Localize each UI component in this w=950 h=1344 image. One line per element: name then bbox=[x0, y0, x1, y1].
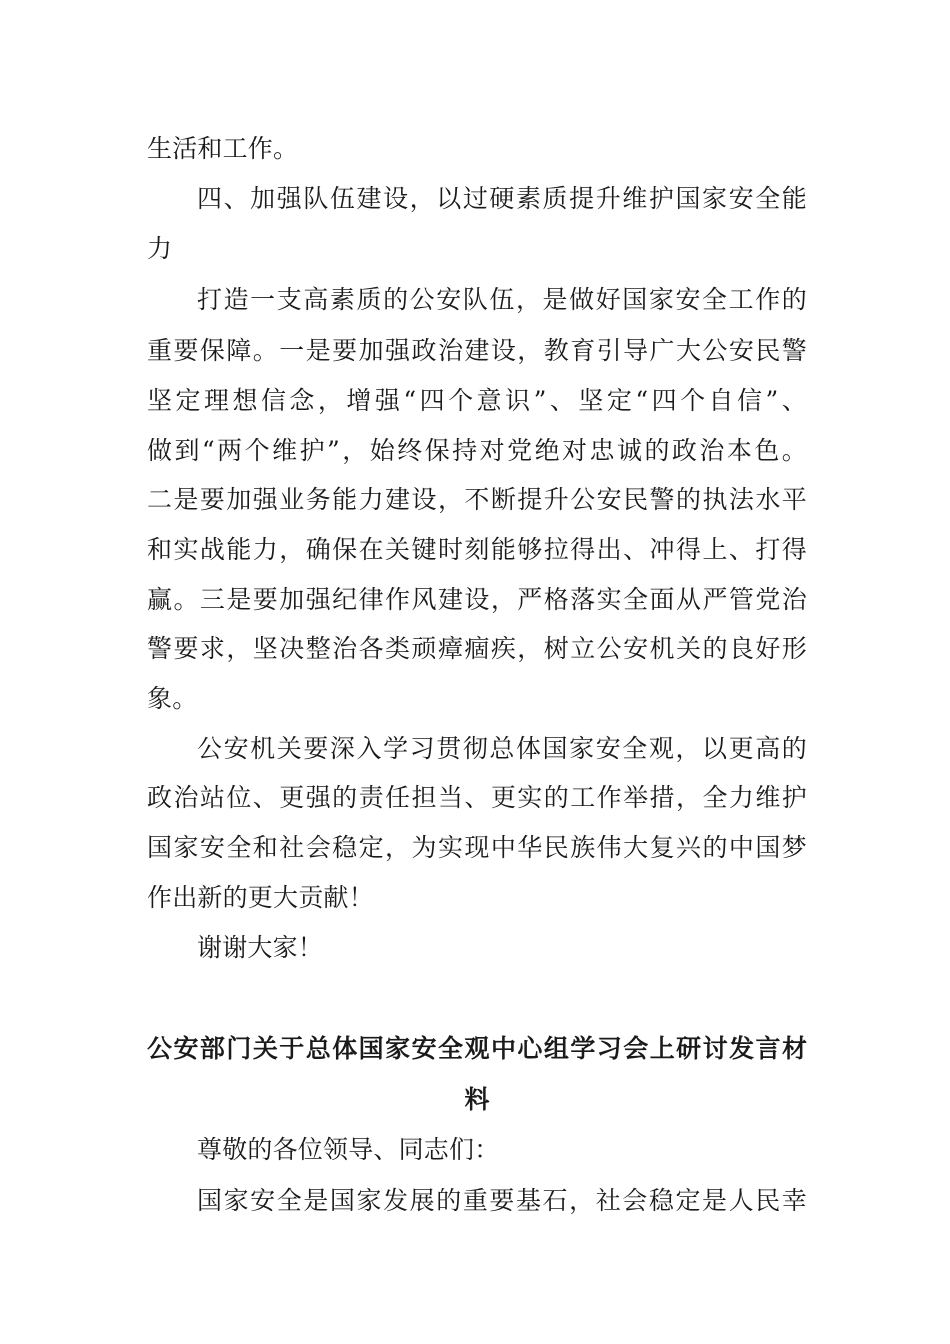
body-line: 政治站位、更强的责任担当、更实的工作举措，全力维护 bbox=[147, 783, 807, 812]
salutation: 尊敬的各位领导、同志们： bbox=[197, 1135, 500, 1164]
article-title: 公安部门关于总体国家安全观中心组学习会上研讨发言材 bbox=[147, 1034, 807, 1063]
body-line: 二是要加强业务能力建设，不断提升公安民警的执法水平 bbox=[147, 485, 807, 514]
opening-line: 国家安全是国家发展的重要基石，社会稳定是人民幸 bbox=[197, 1186, 807, 1215]
body-line: 象。 bbox=[147, 684, 198, 713]
article-title-continued: 料 bbox=[464, 1085, 490, 1114]
body-line: 重要保障。一是要加强政治建设，教育引导广大公安民警 bbox=[147, 336, 807, 365]
body-line: 国家安全和社会稳定，为实现中华民族伟大复兴的中国梦 bbox=[147, 833, 807, 862]
section-heading-line: 四、加强队伍建设，以过硬素质提升维护国家安全能 bbox=[197, 184, 807, 213]
body-line: 做到“两个维护”，始终保持对党绝对忠诚的政治本色。 bbox=[147, 436, 807, 465]
body-line: 赢。三是要加强纪律作风建设，严格落实全面从严管党治 bbox=[147, 585, 807, 614]
body-line: 公安机关要深入学习贯彻总体国家安全观，以更高的 bbox=[197, 734, 807, 763]
body-line: 生活和工作。 bbox=[147, 134, 299, 163]
body-line: 坚定理想信念，增强“四个意识”、坚定“四个自信”、 bbox=[147, 386, 807, 415]
section-heading-line: 力 bbox=[147, 234, 173, 263]
body-line: 警要求，坚决整治各类顽瘴痼疾，树立公安机关的良好形 bbox=[147, 634, 807, 663]
closing-line: 谢谢大家！ bbox=[197, 933, 324, 962]
body-line: 打造一支高素质的公安队伍，是做好国家安全工作的 bbox=[197, 285, 807, 314]
body-line: 作出新的更大贡献！ bbox=[147, 883, 374, 912]
body-line: 和实战能力，确保在关键时刻能够拉得出、冲得上、打得 bbox=[147, 535, 807, 564]
